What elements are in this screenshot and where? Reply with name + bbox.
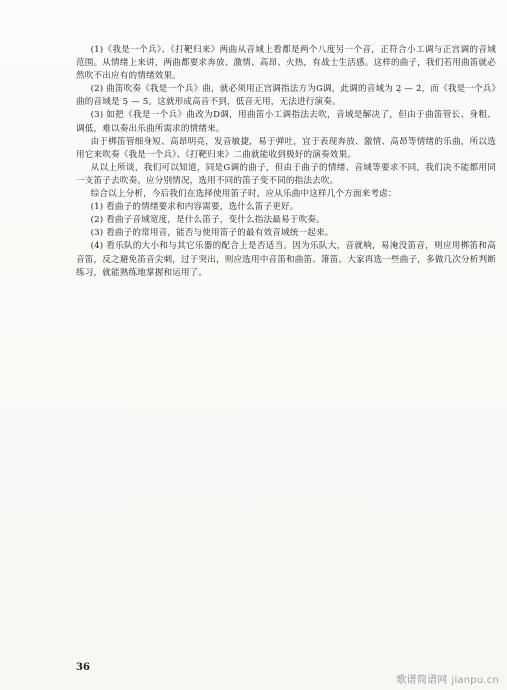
paragraph-3: (3) 如把《我是一个兵》曲改为D调，用曲笛小工调指法去吹，音域是解决了，但由于曲笛管长、身粗、调低，难以奏出乐曲所需求的情绪来。 [76, 110, 496, 134]
paragraph-5: 从以上所谈，我们可以知道，同是G调的曲子，但由于曲子的情绪、音域等要求不同，我们决不能都用同一支笛子去吹奏。应分别情况，选用不同的笛子变不同的指法去吹。 [76, 162, 496, 186]
paragraph-9: (3) 看曲子的常用音，能否与使用笛子的最有效音域统一起来。 [90, 228, 334, 239]
paragraph-10: (4) 看乐队的大小和与其它乐器的配合上是否适当。因为乐队大，音就响，易淹没笛音，则应用梆笛和高音笛，反之避免笛音尖刺，过于突出，则应选用中音笛和曲笛、箫笛。大家再选一些曲子，多做几次分析判断练习，就能熟练地掌握和运用了。 [76, 241, 496, 278]
watermark [396, 671, 499, 686]
paragraph-4: 由于梆笛管细身短、高昂明亮，发音敏捷，易于弹吐，宜于表现奔放、激情、高昂等情绪的乐曲，所以选用它来吹奏《我是一个兵》、《打靶归来》二曲就能收到极好的演奏效果。 [76, 136, 496, 160]
page-number: 36 [76, 662, 90, 673]
paragraph-8: (2) 看曲子音域宽度，是什么笛子，变什么指法最易于吹奏。 [90, 215, 325, 226]
paragraph-1: (1)《我是一个兵》、《打靶归来》两曲从音域上看都是两个八度另一个音，正符合小工调与正宫调的音域范围。从情绪上来讲，两曲都要求奔放、激情、高昂、火热，有战士生活感。这样的曲子，我们若用曲笛就必然吹不出应有的情绪效果。 [76, 45, 496, 82]
paragraph-6: 综合以上分析，今后我们在选择使用笛子时，应从乐曲中这样几个方面来考虑： [90, 189, 397, 200]
paragraph-2: (2) 曲笛吹奏《我是一个兵》曲，就必须用正宫调指法方为G调，此调的音域为 2̣ — 2̇，而《我是一个兵》曲的音域是 5̣ — 5̇。这就形成高音不到，低音无用，无法进行演奏。 [76, 84, 496, 108]
watermark-site-name: 歌谱简谱网 [396, 675, 448, 686]
paragraph-7: (1) 看曲子的情绪要求和内容需要，选什么笛子更好。 [90, 202, 299, 213]
watermark-domain: jianpu.cn [451, 675, 499, 686]
body-text [76, 44, 496, 280]
